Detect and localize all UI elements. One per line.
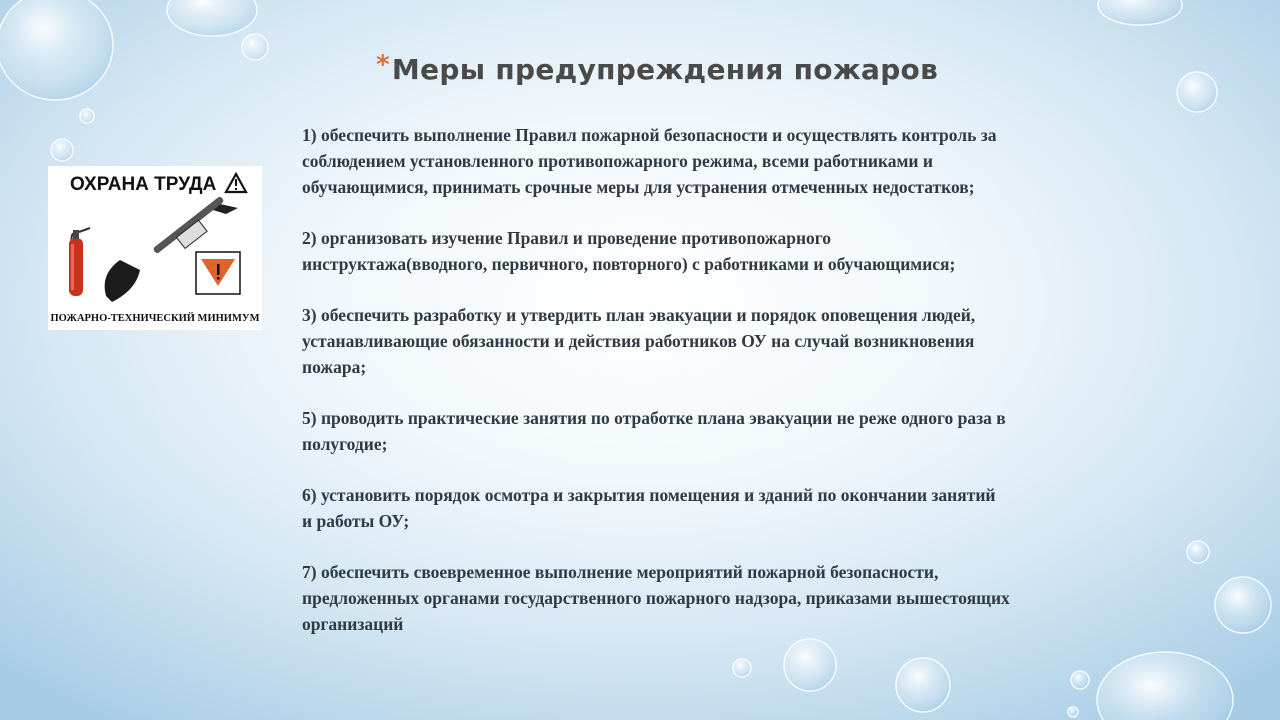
drop	[0, 0, 113, 100]
logo-caption: ПОЖАРНО-ТЕХНИЧЕСКИЙ МИНИМУМ	[50, 313, 260, 324]
drop	[1098, 0, 1182, 25]
drop	[1097, 652, 1233, 720]
drop	[1177, 72, 1217, 112]
drop	[896, 658, 950, 712]
list-item: 1) обеспечить выполнение Правил пожарной безопасности и осуществлять контроль за соблюдением установленного противопожарного режима, всеми работниками и обучающимися, принимать срочные меры для устранения отмеченных недостатков;	[302, 125, 997, 197]
drop	[1215, 577, 1271, 633]
warning-triangle-icon	[226, 174, 246, 192]
drop	[1068, 707, 1078, 717]
fire-extinguisher-icon	[69, 228, 90, 296]
drop	[51, 139, 73, 161]
slide-title	[376, 50, 1136, 86]
labor-protection-logo	[48, 166, 262, 330]
title-bullet: *	[376, 50, 390, 80]
list-item: 3) обеспечить разработку и утвердить план эвакуации и порядок оповещения людей, устанавливающие обязанности и действия работников ОУ на случай возникновения пожара;	[302, 305, 976, 377]
list-item: 2) организовать изучение Правил и проведение противопожарного инструктажа(вводного, первичного, повторного) с работниками и обучающимися;	[302, 228, 956, 274]
list-item: 5) проводить практические занятия по отработке плана эвакуации не реже одного раза в полугодие;	[302, 408, 1006, 454]
drop	[167, 0, 257, 36]
list-item: 6) установить порядок осмотра и закрытия помещения и зданий по окончании занятий и работы ОУ;	[302, 485, 996, 531]
logo-heading: ОХРАНА ТРУДА	[70, 174, 217, 195]
list-item: 7) обеспечить своевременное выполнение мероприятий пожарной безопасности, предложенных органами государственного пожарного надзора, приказами вышестоящих организаций	[302, 562, 1010, 634]
drop	[80, 109, 94, 123]
measures-list	[302, 122, 1202, 662]
hazard-sign-icon	[196, 252, 240, 294]
drop	[242, 34, 268, 60]
drop	[1071, 671, 1089, 689]
title-text: Меры предупреждения пожаров	[391, 53, 939, 86]
